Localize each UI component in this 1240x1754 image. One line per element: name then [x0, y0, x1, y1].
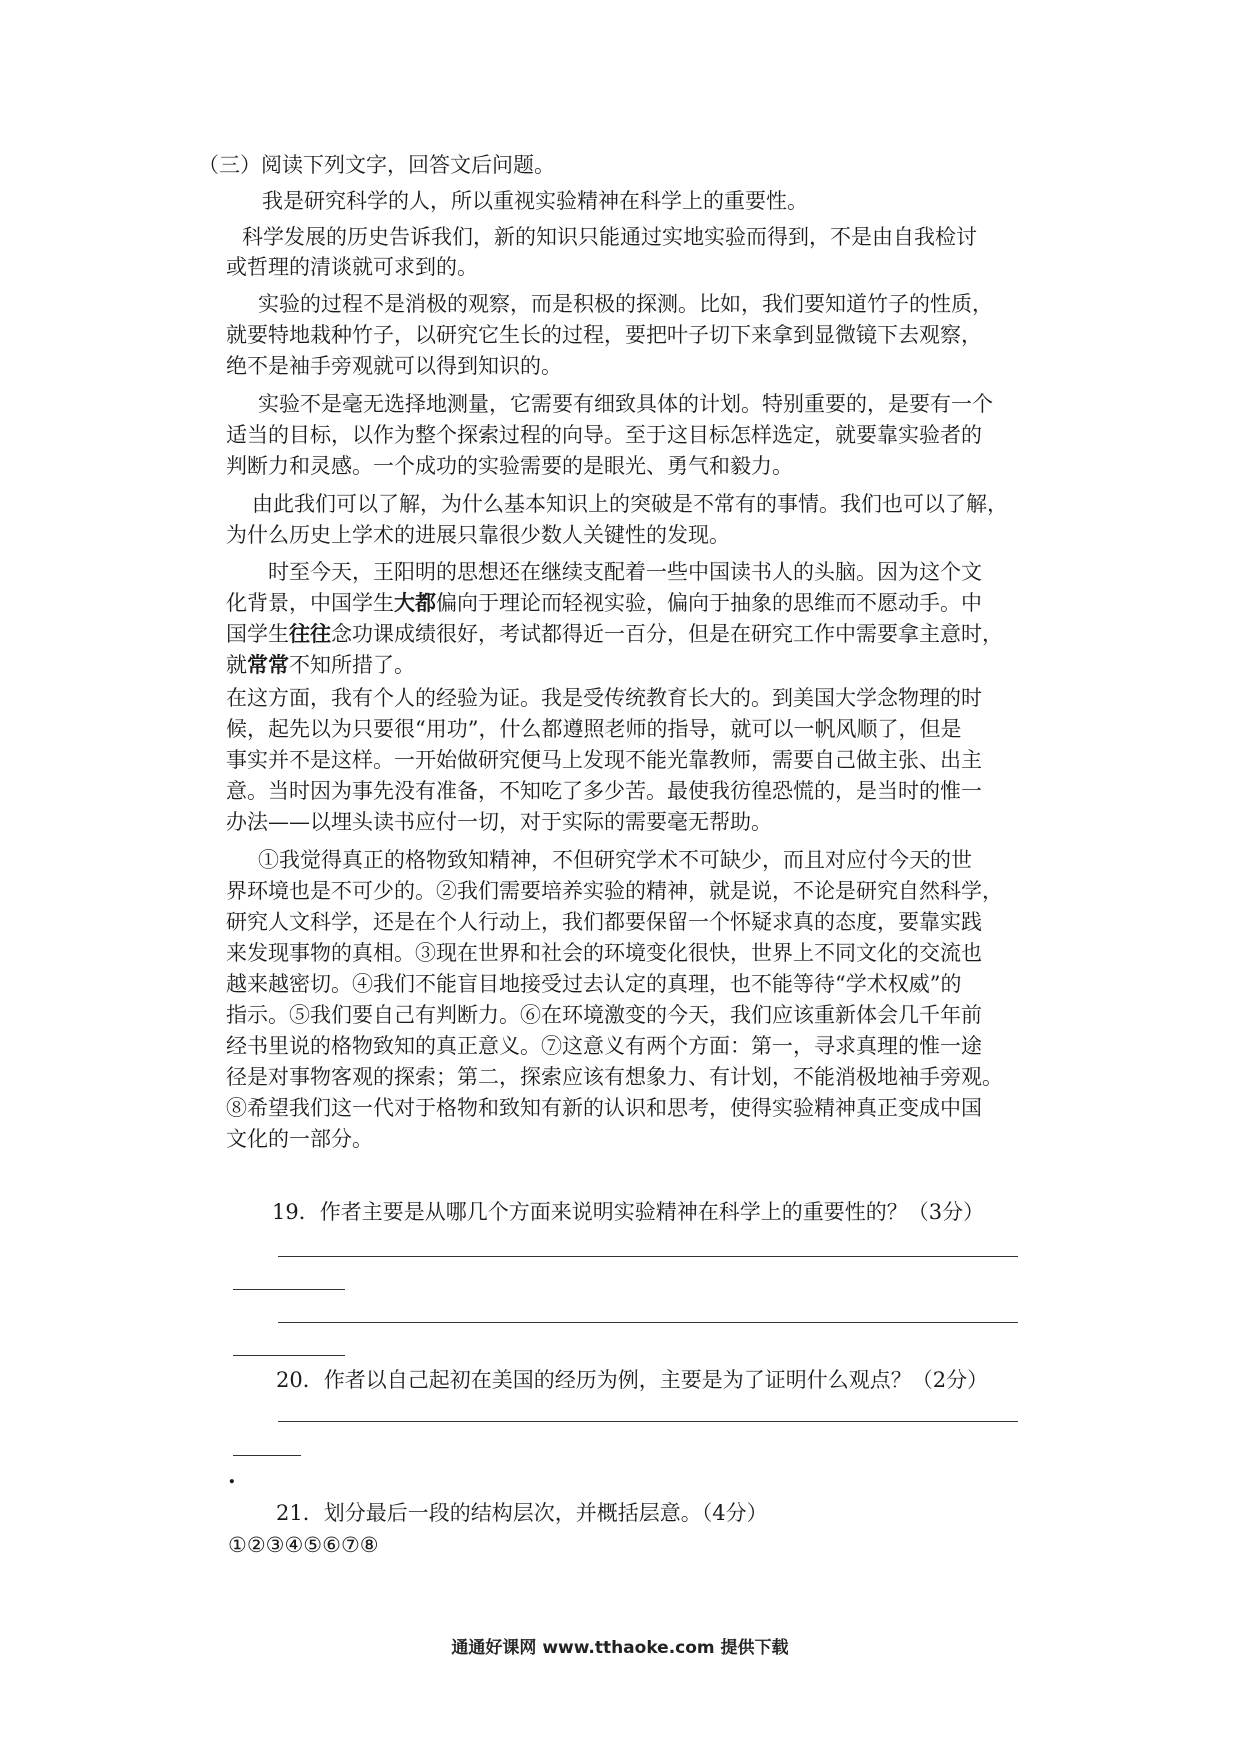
answer-line[interactable]	[233, 1455, 301, 1456]
paragraph-8-line-9: ⑧希望我们这一代对于格物和致知有新的认识和思考，使得实验精神真正变成中国	[226, 1096, 982, 1120]
paragraph-2-line-1: 科学发展的历史告诉我们，新的知识只能通过实地实验而得到，不是由自我检讨	[242, 225, 977, 249]
paragraph-4-line-2: 适当的目标，以作为整个探索过程的向导。至于这目标怎样选定，就要靠实验者的	[226, 423, 982, 447]
paragraph-8-line-1: ①我觉得真正的格物致知精神，不但研究学术不可缺少，而且对应付今天的世	[258, 848, 972, 872]
text-segment: 国学生	[226, 622, 289, 646]
paragraph-7-line-1: 在这方面，我有个人的经验为证。我是受传统教育长大的。到美国大学念物理的时	[226, 686, 982, 710]
emphasis-word: 往往	[289, 621, 331, 646]
paragraph-8-line-8: 径是对事物客观的探索；第二，探索应该有想象力、有计划，不能消极地袖手旁观。	[226, 1065, 1003, 1089]
text-segment: 就	[226, 653, 247, 677]
answer-line[interactable]	[278, 1322, 1018, 1323]
paragraph-5-line-2: 为什么历史上学术的进展只靠很少数人关键性的发现。	[226, 523, 730, 547]
paragraph-6-line-1: 时至今天，王阳明的思想还在继续支配着一些中国读书人的头脑。因为这个文	[268, 560, 982, 584]
paragraph-2-line-2: 或哲理的清谈就可求到的。	[226, 255, 478, 279]
paragraph-8-line-6: 指示。⑤我们要自己有判断力。⑥在环境激变的今天，我们应该重新体会几千年前	[226, 1003, 982, 1027]
paragraph-1: 我是研究科学的人，所以重视实验精神在科学上的重要性。	[262, 189, 808, 213]
text-segment: 偏向于理论而轻视实验，偏向于抽象的思维而不愿动手。中	[436, 591, 982, 615]
paragraph-8-line-3: 研究人文科学，还是在个人行动上，我们都要保留一个怀疑求真的态度，要靠实践	[226, 910, 982, 934]
paragraph-8-line-7: 经书里说的格物致知的真正意义。⑦这意义有两个方面：第一，寻求真理的惟一途	[226, 1034, 982, 1058]
text-segment: 念功课成绩很好，考试都得近一百分，但是在研究工作中需要拿主意时，	[331, 622, 1003, 646]
paragraph-6-line-3	[226, 619, 1026, 649]
footer-source: 通通好课网 www.tthaoke.com 提供下载	[451, 1638, 789, 1658]
paragraph-8-line-5: 越来越密切。④我们不能盲目地接受过去认定的真理，也不能等待“学术权威”的	[226, 972, 962, 996]
paragraph-8-line-2: 界环境也是不可少的。②我们需要培养实验的精神，就是说，不论是研究自然科学，	[226, 879, 1003, 903]
answer-line[interactable]	[233, 1289, 345, 1290]
paragraph-7-line-5: 办法——以埋头读书应付一切，对于实际的需要毫无帮助。	[226, 810, 772, 834]
paragraph-4-line-1: 实验不是毫无选择地测量，它需要有细致具体的计划。特别重要的，是要有一个	[258, 392, 993, 416]
question-21: 21．划分最后一段的结构层次，并概括层意。（4分）	[276, 1501, 768, 1525]
answer-line[interactable]	[278, 1421, 1018, 1422]
paragraph-3-line-1: 实验的过程不是消极的观察，而是积极的探测。比如，我们要知道竹子的性质，	[258, 292, 993, 316]
emphasis-word: 常常	[247, 652, 289, 677]
text-segment: 不知所措了。	[289, 653, 415, 677]
paragraph-6-line-4	[226, 650, 1026, 680]
paragraph-7-line-4: 意。当时因为事先没有准备，不知吃了多少苦。最使我彷徨恐慌的，是当时的惟一	[226, 779, 982, 803]
text-segment: 化背景，中国学生	[226, 591, 394, 615]
paragraph-8-line-10: 文化的一部分。	[226, 1127, 373, 1151]
question-19: 19．作者主要是从哪几个方面来说明实验精神在科学上的重要性的？（3分）	[272, 1200, 985, 1224]
emphasis-word: 大都	[394, 590, 436, 615]
answer-line[interactable]	[233, 1355, 345, 1356]
paragraph-3-line-2: 就要特地栽种竹子，以研究它生长的过程，要把叶子切下来拿到显微镜下去观察，	[226, 323, 982, 347]
paragraph-7-line-3: 事实并不是这样。一开始做研究便马上发现不能光靠教师，需要自己做主张、出主	[226, 748, 982, 772]
question-20: 20．作者以自己起初在美国的经历为例，主要是为了证明什么观点？（2分）	[276, 1368, 989, 1392]
paragraph-3-line-3: 绝不是袖手旁观就可以得到知识的。	[226, 354, 562, 378]
paragraph-8-line-4: 来发现事物的真相。③现在世界和社会的环境变化很快，世界上不同文化的交流也	[226, 941, 982, 965]
paragraph-6-line-2	[226, 588, 1026, 618]
answer-line[interactable]	[278, 1256, 1018, 1257]
period-mark: .	[228, 1463, 236, 1489]
paragraph-7-line-2: 候，起先以为只要很“用功”，什么都遵照老师的指导，就可以一帆风顺了，但是	[226, 717, 962, 741]
sentence-markers: ①②③④⑤⑥⑦⑧	[228, 1533, 379, 1557]
section-heading: （三）阅读下列文字，回答文后问题。	[198, 153, 555, 177]
paragraph-5-line-1: 由此我们可以了解，为什么基本知识上的突破是不常有的事情。我们也可以了解，	[252, 492, 1008, 516]
paragraph-4-line-3: 判断力和灵感。一个成功的实验需要的是眼光、勇气和毅力。	[226, 454, 793, 478]
